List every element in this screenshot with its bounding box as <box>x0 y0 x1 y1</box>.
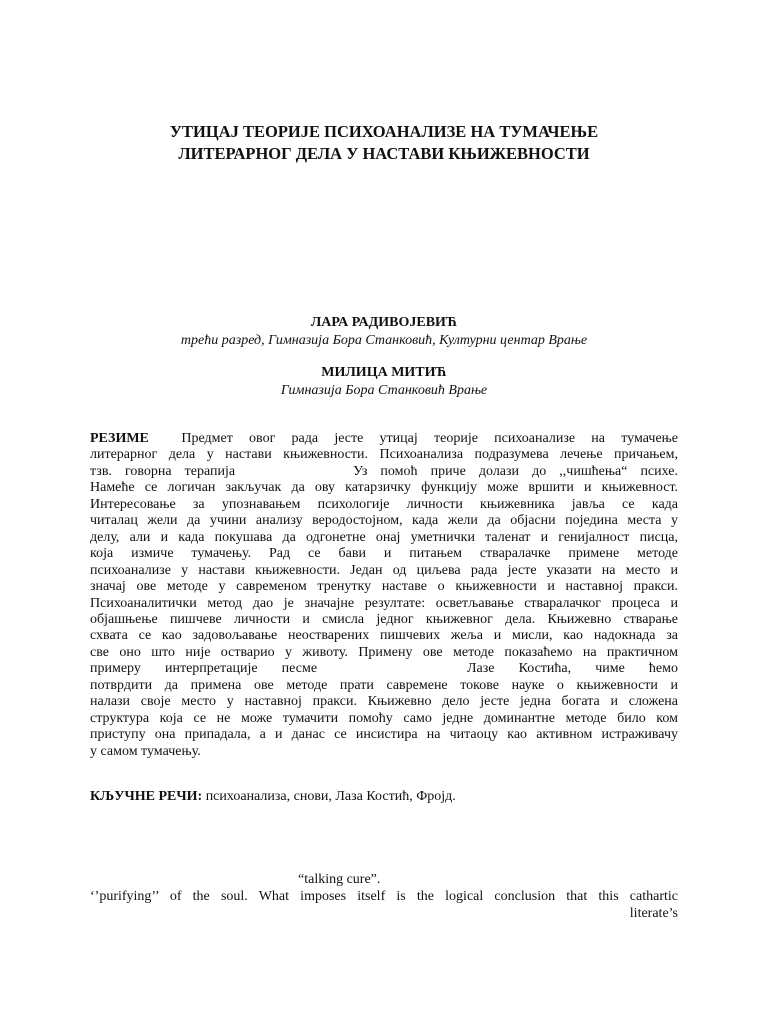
keywords-text: психоанализа, снови, Лаза Костић, Фројд. <box>205 789 456 804</box>
english-fragment <box>90 871 678 922</box>
abstract-text: Лазе Костића, чиме ћемо <box>467 661 678 677</box>
abstract-label: РЕЗИМЕ <box>90 431 149 446</box>
author-2 <box>60 364 708 400</box>
abstract-text: тзв. говорна терапија <box>90 463 236 479</box>
abstract-line: Интересовање за упознавањем психологије личности књижевника јавља се када <box>90 496 678 512</box>
abstract-text: Предмет овог рада јесте утицај теорије психоанализе на тумачење <box>181 431 679 446</box>
abstract-line: структура која се не може тумачити помоћу само једне доминантне методе било ком <box>90 710 678 726</box>
abstract-line <box>90 661 678 677</box>
abstract-line <box>90 431 678 447</box>
abstract-line: делу, али и када покушава да одгонетне онај уметнички таленат и генијалност писца, <box>90 529 678 545</box>
author-affiliation: Гимназија Бора Станковић Врање <box>280 383 488 398</box>
english-line-3: literate’s <box>629 906 678 921</box>
abstract-line: објашњење пишчеве личности и смисла једног књижевног дела. Књижевно стварање <box>90 611 678 627</box>
paper-title-line-1: УТИЦАЈ ТЕОРИЈЕ ПСИХОАНАЛИЗЕ НА ТУМАЧЕЊЕ <box>169 122 599 141</box>
abstract-line: у самом тумачењу. <box>90 743 201 759</box>
paper-title <box>60 121 708 165</box>
abstract-line: Психоаналитички метод дао је значајне резултате: осветљавање стваралачког процеса и <box>90 595 678 611</box>
abstract-line: приступу она припадала, а и данас се инсистира на читаоцу као активном истраживачу <box>90 727 678 743</box>
abstract-line: све оно што није остварио у животу. Примену ове методе показаћемо на практичном <box>90 644 678 660</box>
author-name: МИЛИЦА МИТИЋ <box>321 365 447 380</box>
english-line-1: “talking cure”. <box>298 872 381 887</box>
abstract-line: схвата се као задовољавање неостварених пишчевих жеља и мисли, као надокнада за <box>90 628 678 644</box>
abstract-line: литерарног дела у настави књижевности. Психоанализа подразумева лечење причањем, <box>90 447 678 463</box>
author-name: ЛАРА РАДИВОЈЕВИЋ <box>310 315 458 330</box>
abstract <box>90 431 678 760</box>
abstract-line: потврдити да примена ове методе прати савремене токове науке о књижевности и <box>90 677 678 693</box>
abstract-line: налази своје место у наставној пракси. Књижевно дело јесте једна богата и сложена <box>90 694 678 710</box>
english-line-2: ‘’purifying’’ of the soul. What imposes itself is the logical conclusion that this cathartic <box>90 889 678 904</box>
author-affiliation: трећи разред, Гимназија Бора Станковић, Културни центар Врање <box>180 333 588 348</box>
paper-title-line-2: ЛИТЕРАРНОГ ДЕЛА У НАСТАВИ КЊИЖЕВНОСТИ <box>178 144 590 163</box>
abstract-text: примеру интерпретације песме <box>90 661 318 677</box>
abstract-line: Намеће се логичан закључак да ову катарзичку функцију може вршити и књижевност. <box>90 480 678 496</box>
keywords-label: КЉУЧНЕ РЕЧИ: <box>90 789 203 804</box>
abstract-line <box>90 464 678 480</box>
keywords <box>90 788 678 806</box>
abstract-line: психоанализе у настави књижевности. Један од циљева рада јесте указати на место и <box>90 562 678 578</box>
abstract-line: која измиче тумачењу. Рад се бави и питањем стваралачке примене методе <box>90 546 678 562</box>
abstract-line: читалац жели да учини анализу веродостојном, када жели да објасни поједина места у <box>90 513 678 529</box>
author-1 <box>60 314 708 350</box>
abstract-line: значај ове методе у савременом тренутку наставе о књижевности и наставној пракси. <box>90 579 678 595</box>
abstract-text: Уз помоћ приче долази до ,,чишћења“ психе. <box>353 463 679 479</box>
